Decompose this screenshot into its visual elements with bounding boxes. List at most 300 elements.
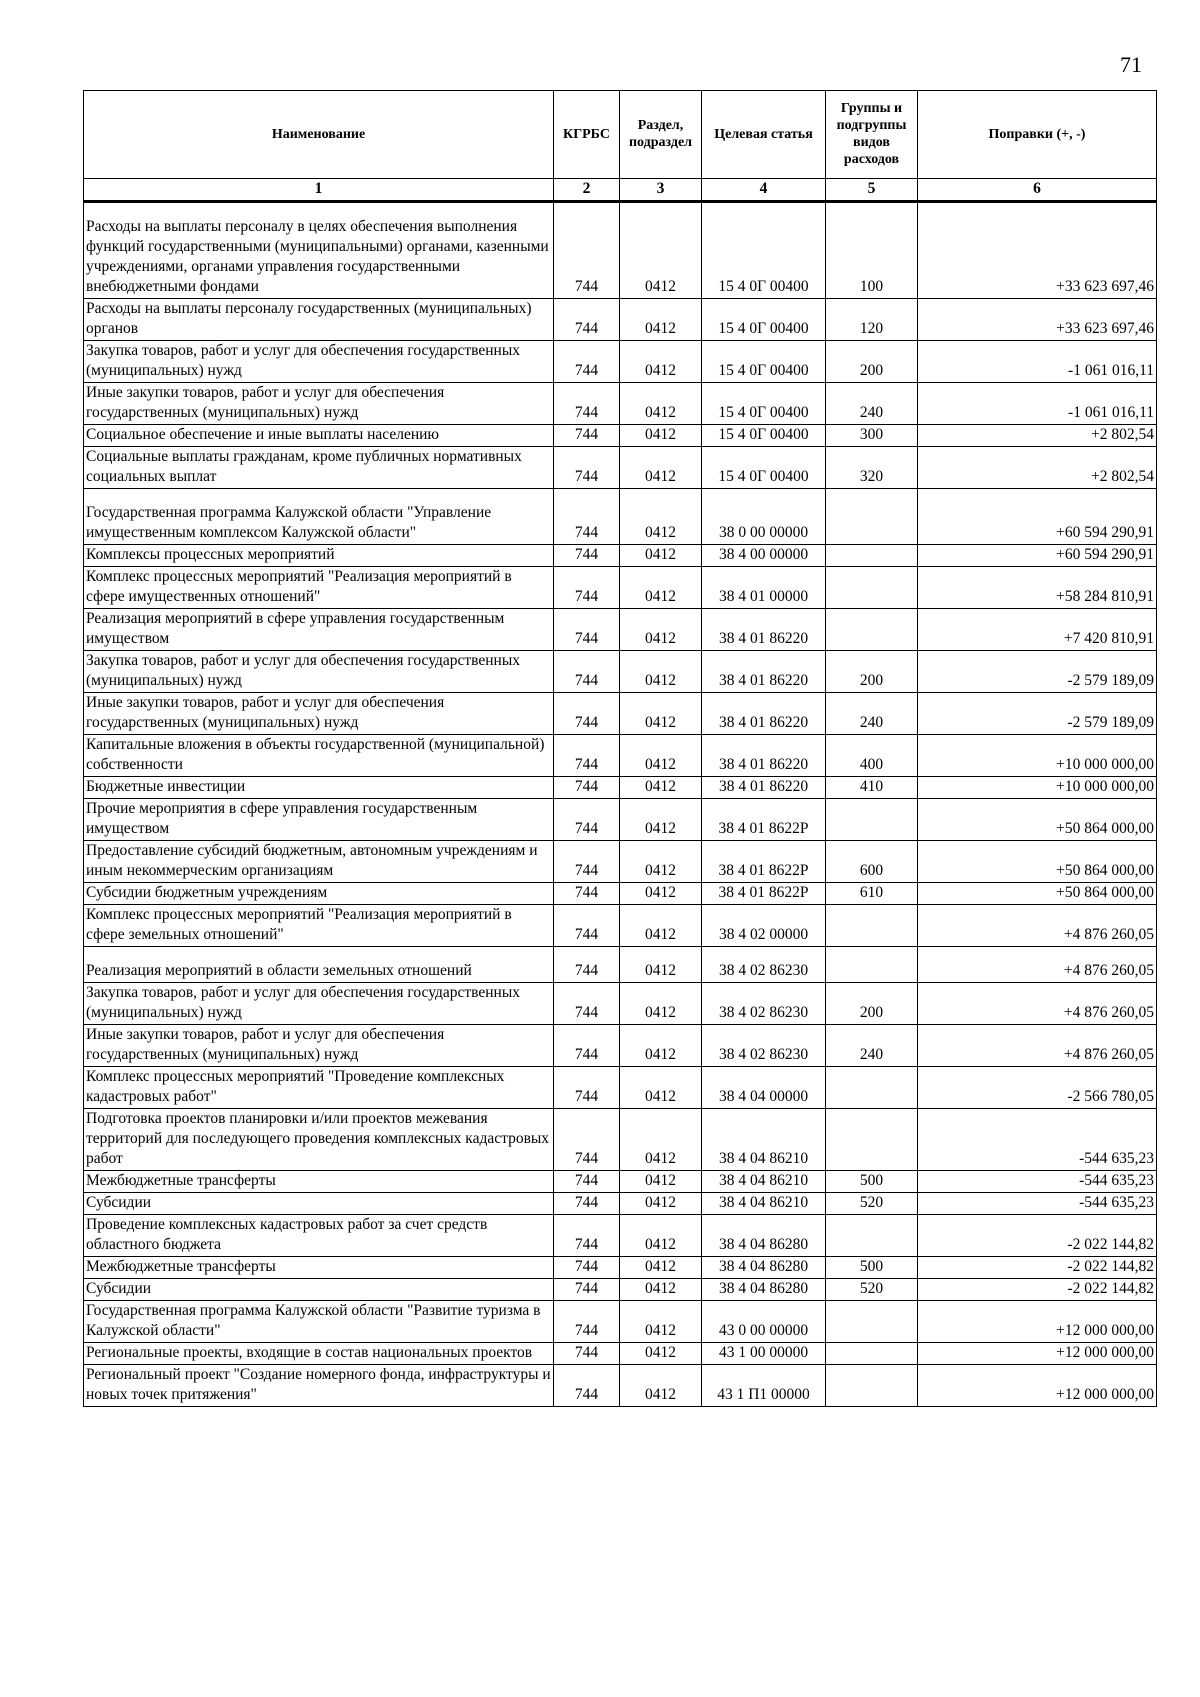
- row-amount-cell: [918, 735, 1157, 777]
- row-kgrbs-cell: [554, 567, 620, 609]
- row-target-article-text: 15 4 0Г 00400: [718, 404, 809, 421]
- row-section-text: 0412: [645, 546, 676, 563]
- row-name-cell: [84, 425, 554, 447]
- row-expense-group-cell: [826, 947, 918, 983]
- header-kgrbs: КГРБС: [554, 91, 620, 179]
- table-row: [84, 383, 1157, 425]
- row-amount-text: +7 420 810,91: [1063, 630, 1154, 647]
- row-name-cell: [84, 735, 554, 777]
- row-amount-cell: [918, 202, 1157, 299]
- row-target-article-cell: [702, 1067, 826, 1109]
- row-target-article-cell: [702, 983, 826, 1025]
- row-section-text: 0412: [645, 1150, 676, 1167]
- table-row: [84, 1365, 1157, 1407]
- row-section-text: 0412: [645, 588, 676, 605]
- row-target-article-text: 43 1 П1 00000: [717, 1386, 810, 1403]
- row-kgrbs-text: 744: [574, 1258, 599, 1275]
- row-target-article-cell: [702, 341, 826, 383]
- row-name-cell: [84, 1343, 554, 1365]
- table-row: [84, 1257, 1157, 1279]
- row-target-article-text: 38 4 02 86230: [718, 962, 809, 979]
- row-name-cell: [84, 983, 554, 1025]
- row-amount-text: -2 022 144,82: [1067, 1258, 1154, 1275]
- table-row: [84, 1215, 1157, 1257]
- row-target-article-cell: [702, 799, 826, 841]
- column-number-row: [84, 179, 1157, 202]
- row-section-cell: [620, 425, 702, 447]
- row-expense-group-text: 520: [859, 1280, 884, 1297]
- table-row: [84, 447, 1157, 489]
- row-expense-group-cell: [826, 447, 918, 489]
- row-kgrbs-cell: [554, 1171, 620, 1193]
- row-section-text: 0412: [645, 778, 676, 795]
- table-row: [84, 841, 1157, 883]
- row-section-cell: [620, 1343, 702, 1365]
- row-kgrbs-text: 744: [574, 1046, 599, 1063]
- row-name-text: Социальные выплаты гражданам, кроме публичных нормативных социальных выплат: [86, 448, 522, 485]
- row-expense-group-cell: [826, 1301, 918, 1343]
- row-kgrbs-cell: [554, 883, 620, 905]
- row-section-text: 0412: [645, 630, 676, 647]
- row-name-text: Капитальные вложения в объекты государственной (муниципальной) собственности: [86, 736, 545, 773]
- row-target-article-cell: [702, 735, 826, 777]
- row-target-article-text: 38 4 01 8622Р: [718, 820, 809, 837]
- row-amount-cell: [918, 1301, 1157, 1343]
- row-name-text: Государственная программа Калужской области "Управление имущественным комплексом Калужской области": [86, 504, 492, 541]
- row-section-cell: [620, 1365, 702, 1407]
- row-kgrbs-text: 744: [574, 1150, 599, 1167]
- row-expense-group-text: 400: [859, 756, 884, 773]
- row-amount-cell: [918, 1365, 1157, 1407]
- row-section-text: 0412: [645, 468, 676, 485]
- row-name-text: Межбюджетные трансферты: [86, 1258, 276, 1275]
- row-target-article-cell: [702, 545, 826, 567]
- row-expense-group-text: 520: [859, 1194, 884, 1211]
- row-target-article-cell: [702, 425, 826, 447]
- header-amendments: Поправки (+, -): [918, 91, 1157, 179]
- row-target-article-cell: [702, 1301, 826, 1343]
- row-name-text: Комплекс процессных мероприятий "Реализация мероприятий в сфере имущественных отношений": [86, 568, 512, 605]
- row-amount-text: -1 061 016,11: [1068, 362, 1154, 379]
- row-amount-cell: [918, 299, 1157, 341]
- row-target-article-text: 43 1 00 00000: [718, 1344, 809, 1361]
- row-expense-group-cell: [826, 383, 918, 425]
- row-amount-text: +12 000 000,00: [1056, 1322, 1154, 1339]
- row-kgrbs-cell: [554, 1301, 620, 1343]
- row-kgrbs-text: 744: [574, 820, 599, 837]
- row-section-cell: [620, 735, 702, 777]
- row-expense-group-cell: [826, 1193, 918, 1215]
- row-kgrbs-cell: [554, 341, 620, 383]
- table-row: [84, 202, 1157, 299]
- row-name-cell: [84, 341, 554, 383]
- row-name-text: Иные закупки товаров, работ и услуг для обеспечения государственных (муниципальных) нужд: [86, 694, 445, 731]
- table-row: [84, 567, 1157, 609]
- header-expense-group: Группы и подгруппы видов расходов: [826, 91, 918, 179]
- table-row: [84, 1343, 1157, 1365]
- row-amount-text: +4 876 260,05: [1063, 962, 1154, 979]
- row-kgrbs-cell: [554, 299, 620, 341]
- row-name-text: Комплексы процессных мероприятий: [86, 546, 335, 563]
- row-name-cell: [84, 1365, 554, 1407]
- row-section-cell: [620, 983, 702, 1025]
- row-kgrbs-cell: [554, 1257, 620, 1279]
- table-row: [84, 883, 1157, 905]
- row-expense-group-cell: [826, 1343, 918, 1365]
- row-name-cell: [84, 777, 554, 799]
- row-section-text: 0412: [645, 1280, 676, 1297]
- row-amount-text: -544 635,23: [1079, 1172, 1154, 1189]
- row-expense-group-cell: [826, 735, 918, 777]
- row-name-cell: [84, 567, 554, 609]
- row-kgrbs-text: 744: [574, 1236, 599, 1253]
- table-row: [84, 341, 1157, 383]
- row-expense-group-text: 600: [859, 862, 884, 879]
- row-expense-group-cell: [826, 545, 918, 567]
- row-target-article-cell: [702, 609, 826, 651]
- row-section-cell: [620, 1025, 702, 1067]
- row-kgrbs-text: 744: [574, 962, 599, 979]
- row-target-article-text: 38 4 01 86220: [718, 714, 809, 731]
- row-name-cell: [84, 609, 554, 651]
- row-name-text: Подготовка проектов планировки и/или проектов межевания территорий для последующего проведения комплексных кадастровых работ: [86, 1110, 550, 1167]
- row-target-article-text: 38 4 04 86210: [718, 1150, 809, 1167]
- row-amount-cell: [918, 545, 1157, 567]
- row-target-article-text: 38 4 04 86280: [718, 1236, 809, 1253]
- row-kgrbs-text: 744: [574, 1172, 599, 1189]
- row-amount-cell: [918, 1257, 1157, 1279]
- row-name-cell: [84, 1193, 554, 1215]
- table-row: [84, 545, 1157, 567]
- row-kgrbs-text: 744: [574, 630, 599, 647]
- table-row: [84, 1193, 1157, 1215]
- row-kgrbs-text: 744: [574, 1194, 599, 1211]
- row-section-text: 0412: [645, 320, 676, 337]
- row-target-article-text: 15 4 0Г 00400: [718, 468, 809, 485]
- row-target-article-text: 38 4 04 86280: [718, 1280, 809, 1297]
- row-kgrbs-cell: [554, 609, 620, 651]
- row-expense-group-text: 610: [859, 884, 884, 901]
- row-amount-cell: [918, 693, 1157, 735]
- row-amount-text: +50 864 000,00: [1056, 884, 1154, 901]
- table-row: [84, 1067, 1157, 1109]
- row-target-article-cell: [702, 1193, 826, 1215]
- row-section-cell: [620, 1109, 702, 1171]
- row-expense-group-cell: [826, 983, 918, 1025]
- row-amount-cell: [918, 651, 1157, 693]
- row-target-article-text: 15 4 0Г 00400: [718, 278, 809, 295]
- row-target-article-cell: [702, 905, 826, 947]
- row-amount-text: +58 284 810,91: [1056, 588, 1154, 605]
- row-expense-group-cell: [826, 651, 918, 693]
- row-kgrbs-cell: [554, 947, 620, 983]
- row-name-text: Расходы на выплаты персоналу государственных (муниципальных) органов: [86, 300, 532, 337]
- row-kgrbs-cell: [554, 777, 620, 799]
- row-name-cell: [84, 447, 554, 489]
- row-target-article-cell: [702, 1343, 826, 1365]
- table-row: [84, 1025, 1157, 1067]
- row-section-text: 0412: [645, 862, 676, 879]
- row-kgrbs-cell: [554, 693, 620, 735]
- row-target-article-text: 38 4 04 86210: [718, 1172, 809, 1189]
- row-section-cell: [620, 651, 702, 693]
- row-section-cell: [620, 883, 702, 905]
- row-kgrbs-text: 744: [574, 862, 599, 879]
- row-target-article-text: 38 4 04 86210: [718, 1194, 809, 1211]
- row-target-article-cell: [702, 489, 826, 545]
- table-row: [84, 489, 1157, 545]
- row-expense-group-text: 200: [859, 672, 884, 689]
- table-row: [84, 1171, 1157, 1193]
- row-expense-group-cell: [826, 1067, 918, 1109]
- row-name-cell: [84, 1257, 554, 1279]
- row-name-text: Государственная программа Калужской области "Развитие туризма в Калужской области": [86, 1302, 541, 1339]
- row-target-article-cell: [702, 841, 826, 883]
- row-target-article-cell: [702, 1215, 826, 1257]
- row-name-text: Субсидии: [86, 1280, 152, 1297]
- row-section-text: 0412: [645, 926, 676, 943]
- row-section-cell: [620, 489, 702, 545]
- row-amount-text: -2 579 189,09: [1067, 714, 1154, 731]
- row-expense-group-text: 500: [859, 1258, 884, 1275]
- row-kgrbs-text: 744: [574, 524, 599, 541]
- row-kgrbs-cell: [554, 1365, 620, 1407]
- header-name: Наименование: [84, 91, 554, 179]
- row-amount-text: -2 022 144,82: [1067, 1280, 1154, 1297]
- row-name-cell: [84, 545, 554, 567]
- column-number: 5: [826, 179, 918, 202]
- row-expense-group-cell: [826, 905, 918, 947]
- row-name-cell: [84, 1025, 554, 1067]
- row-name-text: Иные закупки товаров, работ и услуг для обеспечения государственных (муниципальных) нужд: [86, 1026, 445, 1063]
- row-target-article-cell: [702, 299, 826, 341]
- row-section-cell: [620, 1279, 702, 1301]
- row-target-article-cell: [702, 693, 826, 735]
- row-kgrbs-cell: [554, 447, 620, 489]
- row-name-text: Проведение комплексных кадастровых работ за счет средств областного бюджета: [86, 1216, 488, 1253]
- row-kgrbs-cell: [554, 799, 620, 841]
- row-amount-text: +60 594 290,91: [1056, 546, 1154, 563]
- row-target-article-text: 38 4 01 86220: [718, 756, 809, 773]
- row-section-cell: [620, 1257, 702, 1279]
- row-kgrbs-text: 744: [574, 404, 599, 421]
- row-amount-text: +10 000 000,00: [1056, 756, 1154, 773]
- row-amount-text: +50 864 000,00: [1056, 862, 1154, 879]
- row-target-article-text: 38 4 02 86230: [718, 1004, 809, 1021]
- budget-amendments-table: [83, 90, 1157, 1407]
- row-section-cell: [620, 1067, 702, 1109]
- row-target-article-text: 15 4 0Г 00400: [718, 426, 809, 443]
- row-amount-cell: [918, 1109, 1157, 1171]
- row-target-article-cell: [702, 1025, 826, 1067]
- row-name-cell: [84, 1301, 554, 1343]
- row-section-text: 0412: [645, 1088, 676, 1105]
- row-kgrbs-text: 744: [574, 320, 599, 337]
- header-target-article: Целевая статья: [702, 91, 826, 179]
- page-number: 71: [1120, 52, 1142, 77]
- row-name-cell: [84, 1109, 554, 1171]
- row-amount-cell: [918, 1171, 1157, 1193]
- row-expense-group-text: 240: [859, 404, 884, 421]
- row-amount-cell: [918, 777, 1157, 799]
- row-section-cell: [620, 799, 702, 841]
- row-section-text: 0412: [645, 1194, 676, 1211]
- row-expense-group-cell: [826, 1109, 918, 1171]
- row-amount-text: +12 000 000,00: [1056, 1386, 1154, 1403]
- row-expense-group-text: 240: [859, 1046, 884, 1063]
- row-kgrbs-cell: [554, 983, 620, 1025]
- row-kgrbs-cell: [554, 489, 620, 545]
- row-section-text: 0412: [645, 1236, 676, 1253]
- row-target-article-cell: [702, 883, 826, 905]
- row-target-article-cell: [702, 651, 826, 693]
- row-section-cell: [620, 545, 702, 567]
- row-section-cell: [620, 947, 702, 983]
- row-amount-text: -2 579 189,09: [1067, 672, 1154, 689]
- row-kgrbs-cell: [554, 841, 620, 883]
- row-amount-text: -1 061 016,11: [1068, 404, 1154, 421]
- row-section-cell: [620, 447, 702, 489]
- row-section-text: 0412: [645, 1344, 676, 1361]
- row-amount-cell: [918, 1343, 1157, 1365]
- row-amount-text: +12 000 000,00: [1056, 1344, 1154, 1361]
- row-kgrbs-cell: [554, 202, 620, 299]
- row-expense-group-cell: [826, 341, 918, 383]
- row-amount-text: +33 623 697,46: [1056, 320, 1154, 337]
- row-target-article-text: 38 4 04 86280: [718, 1258, 809, 1275]
- table-row: [84, 651, 1157, 693]
- row-section-text: 0412: [645, 884, 676, 901]
- table-row: [84, 1109, 1157, 1171]
- row-target-article-cell: [702, 202, 826, 299]
- row-amount-text: +50 864 000,00: [1056, 820, 1154, 837]
- row-section-cell: [620, 1301, 702, 1343]
- row-section-text: 0412: [645, 426, 676, 443]
- row-amount-text: +60 594 290,91: [1056, 524, 1154, 541]
- row-amount-cell: [918, 1025, 1157, 1067]
- row-name-cell: [84, 489, 554, 545]
- row-amount-cell: [918, 883, 1157, 905]
- row-section-text: 0412: [645, 756, 676, 773]
- row-kgrbs-cell: [554, 1025, 620, 1067]
- row-amount-cell: [918, 841, 1157, 883]
- table-row: [84, 905, 1157, 947]
- row-kgrbs-text: 744: [574, 546, 599, 563]
- row-kgrbs-text: 744: [574, 426, 599, 443]
- row-amount-cell: [918, 609, 1157, 651]
- row-name-text: Реализация мероприятий в сфере управления государственным имуществом: [86, 610, 505, 647]
- row-amount-cell: [918, 567, 1157, 609]
- row-name-text: Реализация мероприятий в области земельных отношений: [86, 962, 472, 979]
- row-amount-text: +33 623 697,46: [1056, 278, 1154, 295]
- row-kgrbs-cell: [554, 905, 620, 947]
- row-target-article-text: 38 4 01 00000: [718, 588, 809, 605]
- row-target-article-text: 38 0 00 00000: [718, 524, 809, 541]
- column-number: 6: [918, 179, 1157, 202]
- row-name-cell: [84, 1215, 554, 1257]
- column-number: 1: [84, 179, 554, 202]
- table-row: [84, 777, 1157, 799]
- row-expense-group-cell: [826, 693, 918, 735]
- row-kgrbs-text: 744: [574, 1280, 599, 1297]
- row-expense-group-cell: [826, 1365, 918, 1407]
- table-row: [84, 983, 1157, 1025]
- row-expense-group-text: 300: [859, 426, 884, 443]
- row-section-cell: [620, 905, 702, 947]
- row-kgrbs-text: 744: [574, 1088, 599, 1105]
- row-name-text: Региональные проекты, входящие в состав национальных проектов: [86, 1344, 533, 1361]
- row-name-text: Расходы на выплаты персоналу в целях обеспечения выполнения функций государственными (муниципальными) органами, казенными учреждениями, органами управления государственными внебюджетными фондами: [86, 218, 549, 295]
- row-expense-group-cell: [826, 609, 918, 651]
- row-target-article-cell: [702, 1279, 826, 1301]
- row-name-cell: [84, 651, 554, 693]
- row-amount-cell: [918, 799, 1157, 841]
- row-expense-group-text: 200: [859, 1004, 884, 1021]
- row-kgrbs-text: 744: [574, 1322, 599, 1339]
- row-expense-group-text: 200: [859, 362, 884, 379]
- row-expense-group-text: 500: [859, 1172, 884, 1189]
- row-amount-text: +2 802,54: [1091, 426, 1154, 443]
- row-name-cell: [84, 905, 554, 947]
- row-amount-text: -544 635,23: [1079, 1150, 1154, 1167]
- table-row: [84, 425, 1157, 447]
- row-expense-group-cell: [826, 299, 918, 341]
- row-section-text: 0412: [645, 1258, 676, 1275]
- row-target-article-text: 38 4 02 00000: [718, 926, 809, 943]
- row-section-cell: [620, 1215, 702, 1257]
- row-amount-cell: [918, 905, 1157, 947]
- row-kgrbs-cell: [554, 425, 620, 447]
- row-expense-group-text: 410: [859, 778, 884, 795]
- row-target-article-cell: [702, 447, 826, 489]
- row-amount-cell: [918, 425, 1157, 447]
- row-target-article-text: 38 4 01 86220: [718, 672, 809, 689]
- row-name-cell: [84, 1279, 554, 1301]
- row-amount-cell: [918, 1279, 1157, 1301]
- row-target-article-cell: [702, 383, 826, 425]
- row-section-cell: [620, 299, 702, 341]
- row-name-text: Субсидии бюджетным учреждениям: [86, 884, 328, 901]
- row-amount-cell: [918, 1193, 1157, 1215]
- table-row: [84, 299, 1157, 341]
- row-name-cell: [84, 202, 554, 299]
- row-kgrbs-cell: [554, 1279, 620, 1301]
- row-name-cell: [84, 299, 554, 341]
- row-section-text: 0412: [645, 820, 676, 837]
- row-name-text: Комплекс процессных мероприятий "Проведение комплексных кадастровых работ": [86, 1068, 505, 1105]
- table-row: [84, 735, 1157, 777]
- row-name-text: Региональный проект "Создание номерного фонда, инфраструктуры и новых точек притяжения": [86, 1366, 551, 1403]
- row-name-cell: [84, 841, 554, 883]
- row-amount-text: +10 000 000,00: [1056, 778, 1154, 795]
- table-row: [84, 1301, 1157, 1343]
- row-section-text: 0412: [645, 524, 676, 541]
- row-target-article-text: 38 4 01 86220: [718, 630, 809, 647]
- row-expense-group-cell: [826, 799, 918, 841]
- row-expense-group-text: 100: [859, 278, 884, 295]
- row-name-cell: [84, 1067, 554, 1109]
- row-kgrbs-text: 744: [574, 756, 599, 773]
- row-kgrbs-cell: [554, 1215, 620, 1257]
- row-amount-text: +4 876 260,05: [1063, 1046, 1154, 1063]
- row-name-text: Бюджетные инвестиции: [86, 778, 246, 795]
- row-section-text: 0412: [645, 1046, 676, 1063]
- row-kgrbs-text: 744: [574, 278, 599, 295]
- row-section-text: 0412: [645, 362, 676, 379]
- row-section-text: 0412: [645, 404, 676, 421]
- row-target-article-cell: [702, 947, 826, 983]
- row-section-text: 0412: [645, 1172, 676, 1189]
